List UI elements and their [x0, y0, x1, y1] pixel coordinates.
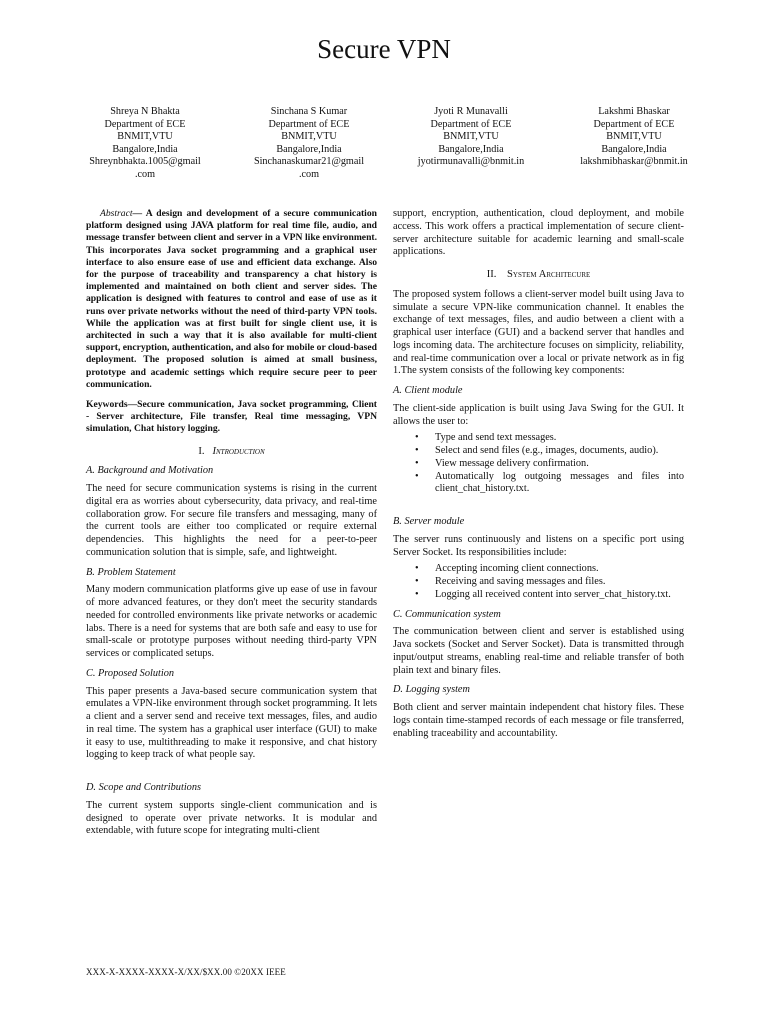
- paragraph: The client-side application is built using Java Swing for the GUI. It allows the user to:: [393, 402, 684, 427]
- author-3: [386, 106, 556, 169]
- author-email-suffix: .com: [298, 168, 320, 180]
- author-email-suffix: .com: [134, 168, 156, 180]
- right-column: [393, 208, 684, 740]
- subsection-heading: A. Background and Motivation: [86, 465, 214, 477]
- paragraph: The server runs continuously and listens on a specific port using Server Socket. Its responsibilities include:: [393, 533, 684, 558]
- subsection-heading: B. Server module: [393, 516, 465, 527]
- author-email: lakshmibhaskar@bnmit.in: [580, 156, 688, 168]
- subsection-heading: C. Communication system: [393, 608, 501, 620]
- list-item: • Logging all received content into server_chat_history.txt.: [435, 589, 684, 602]
- left-column: [86, 208, 377, 838]
- section-title: Introduction: [212, 445, 265, 457]
- author-department: Department of ECE: [268, 118, 350, 130]
- copyright-footer: XXX-X-XXXX-XXXX-X/XX/$XX.00 ©20XX IEEE: [86, 967, 286, 977]
- subsection-heading: A. Client module: [393, 385, 463, 396]
- author-institution: BNMIT,VTU: [281, 131, 337, 143]
- abstract-label: Abstract: [100, 208, 133, 219]
- paragraph: The need for secure communication systems is rising in the current digital era as worries about cybersecurity, data privacy, and real-time collaboration grow. For secure file transfers and messaging, many of the current tools are either too complicated or require external dependencies. This highlights the need for a peer-to-peer communication solution that is simple, safe, and lightweight.: [86, 483, 377, 558]
- author-4: [549, 106, 719, 169]
- author-institution: BNMIT,VTU: [606, 131, 662, 143]
- author-email: jyotirmunavalli@bnmit.in: [417, 156, 525, 168]
- paragraph: The proposed system follows a client-server model built using Java to simulate a secure VPN-like communication channel. It enables the exchange of text messages, files, and audio between a client with a graphical user interface (GUI) and a backend server that handles and logs incoming data. The architecture focuses on simplicity, reliability, and real-time communication over a local or private network as in fig 1.The system consists of the following key components:: [393, 288, 684, 377]
- list-item: • Automatically log outgoing messages and files into client_chat_history.txt.: [435, 471, 684, 497]
- paragraph: The communication between client and server is established using Java sockets (Socket and Server Socket). Data is transmitted through input/output streams, enabling real-time and reliable transfer of both plain text and binary files.: [393, 626, 684, 676]
- author-email: Sinchanaskumar21@gmail: [253, 156, 365, 168]
- author-institution: BNMIT,VTU: [443, 131, 499, 143]
- section-number: I.: [198, 445, 205, 457]
- author-city: Bangalore,India: [276, 143, 342, 155]
- author-name: Lakshmi Bhaskar: [598, 106, 670, 117]
- subsection-heading: B. Problem Statement: [86, 566, 176, 578]
- abstract: [86, 208, 377, 391]
- list-item: • Accepting incoming client connections.: [435, 563, 684, 576]
- section-heading-introduction: [86, 446, 377, 459]
- author-email: Shreynbhakta.1005@gmail: [89, 156, 201, 168]
- author-name: Jyoti R Munavalli: [434, 106, 508, 117]
- author-city: Bangalore,India: [112, 143, 178, 155]
- section-number: II.: [486, 269, 497, 280]
- paragraph-continued: support, encryption, authentication, cloud deployment, and mobile access. This work offers a practical implementation of secure client-server architecture suitable for academic learning and small-scale applications.: [393, 208, 684, 258]
- paragraph: This paper presents a Java-based secure communication system that emulates a VPN-like environment through socket programming. It lets a client and a server send and receive text messages, files, and audio in real time. The system has a graphical user interface (GUI) to make it easy to use, multithreading to make it responsive, and chat history logging to keep track of what people say.: [86, 685, 377, 761]
- section-title: System Architecure: [507, 269, 591, 280]
- list-item: • View message delivery confirmation.: [435, 458, 684, 471]
- author-city: Bangalore,India: [601, 143, 667, 155]
- author-institution: BNMIT,VTU: [117, 131, 173, 143]
- list-item: • Type and send text messages.: [435, 432, 684, 445]
- author-department: Department of ECE: [430, 118, 512, 130]
- author-2: [224, 106, 394, 182]
- paragraph: Both client and server maintain independent chat history files. These logs contain time-stamped records of each message or file transferred, enabling traceability and accountability.: [393, 702, 684, 739]
- subsection-heading: D. Logging system: [393, 684, 470, 696]
- author-name: Shreya N Bhakta: [110, 106, 180, 117]
- list-item: • Select and send files (e.g., images, documents, audio).: [435, 445, 684, 458]
- list-item: • Receiving and saving messages and files.: [435, 576, 684, 589]
- section-heading-architecture: [393, 269, 684, 282]
- keywords: Keywords—Secure communication, Java socket programming, Client - Server architecture, File transfer, Real time messaging, VPN simulation, Chat history logging.: [86, 399, 377, 435]
- paper-title: Secure VPN: [317, 34, 451, 64]
- author-department: Department of ECE: [593, 118, 675, 130]
- server-responsibility-list: [393, 563, 684, 601]
- author-department: Department of ECE: [104, 118, 186, 130]
- author-city: Bangalore,India: [438, 143, 504, 155]
- subsection-heading: D. Scope and Contributions: [86, 782, 201, 794]
- author-name: Sinchana S Kumar: [270, 106, 348, 117]
- paragraph: Many modern communication platforms give up ease of use in favour of more advanced features, or they don't meet the security standards needed for controlled environments like private networks or academic labs. There is a need for systems that are both safe and easy to use for small-scale or prototype purposes without needing third-party VPN services or complicated setups.: [86, 584, 377, 660]
- author-1: [60, 106, 230, 182]
- client-feature-list: [393, 432, 684, 496]
- abstract-text: — A design and development of a secure communication platform designed using JAVA platform for real time file, audio, and message transfer between client and server in a VPN like environment. This incorporates Java socket programming and a graphical user interface to also ensure ease of use and efficient data exchange. Also for the purpose of traceability and transparency a chat history is implemented and maintained on both client and server sides. The application is designed with features to control and ease of use as it runs over private networks without the need of third-party VPN tools. While the application was at first built for single client use, it is architected in such a way that it is also available for multi-client support, encryption, authentication, and also for mobile or cloud-based deployment. The proposed solution is aimed at small business, prototype and academic settings which require secure peer to peer communication.: [86, 208, 377, 390]
- subsection-heading: C. Proposed Solution: [86, 667, 175, 679]
- paragraph: The current system supports single-client communication and is designed to operate over private networks. It is modular and extendable, with future scope for integrating multi-client: [86, 799, 377, 837]
